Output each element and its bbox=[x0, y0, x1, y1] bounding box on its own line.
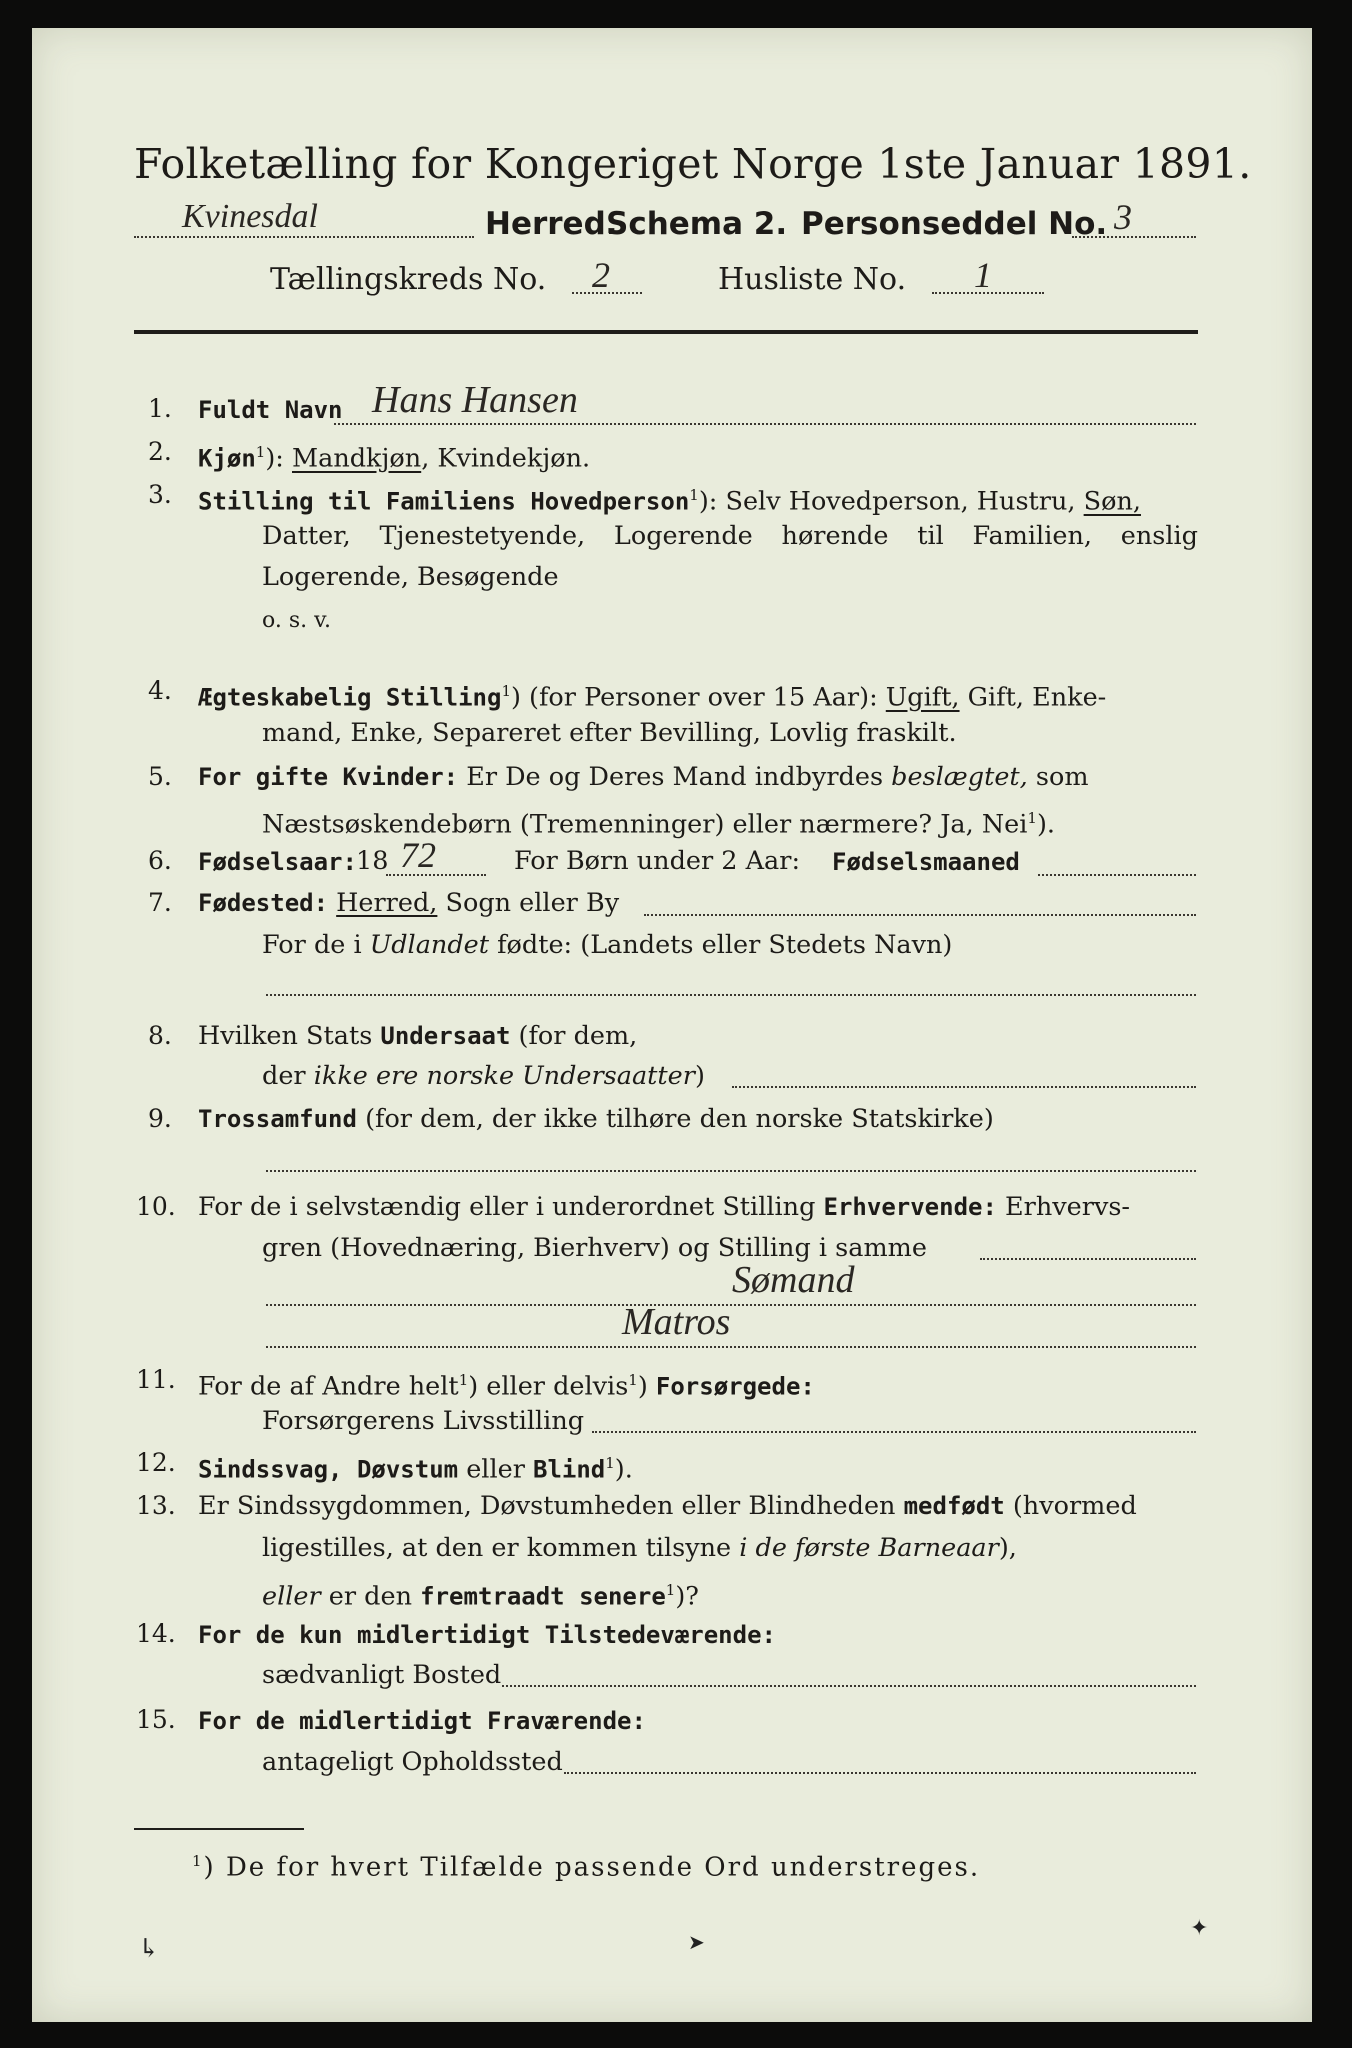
husliste-label: Husliste No. bbox=[718, 262, 907, 297]
q12-number: 12. bbox=[136, 1448, 176, 1477]
q5-line1-end: som bbox=[1035, 762, 1089, 792]
footnote-rule bbox=[134, 1828, 304, 1830]
q7-line1 bbox=[198, 888, 619, 918]
personseddel-label: Personseddel No. bbox=[801, 206, 1108, 242]
q1-dotted-line bbox=[334, 423, 1196, 425]
q3-line3: Logerende, Besøgende bbox=[262, 562, 559, 592]
q7-line2-a: For de i bbox=[262, 930, 362, 960]
q13-line3 bbox=[262, 1575, 699, 1612]
q11-label: Forsørgede: bbox=[655, 1372, 815, 1401]
q13-line2-a: ligestilles, at den er kommen tilsyne bbox=[262, 1533, 732, 1563]
q8-line2-b: ) bbox=[694, 1061, 705, 1091]
q8-line1-b: (for dem, bbox=[518, 1021, 638, 1051]
q10-answer1-dotted-line bbox=[266, 1304, 1196, 1306]
q11-sup-b: 1 bbox=[628, 1371, 638, 1389]
q11-sup-a: 1 bbox=[458, 1371, 469, 1389]
q3-line4: o. s. v. bbox=[262, 608, 331, 633]
husliste-value: 1 bbox=[974, 255, 992, 295]
margin-mark-right: ✦ bbox=[1190, 1916, 1209, 1941]
herred-value: Kvinesdal bbox=[182, 198, 318, 235]
taellingskreds-value: 2 bbox=[592, 255, 610, 295]
q13-line2-italic: i de første Barneaar bbox=[739, 1533, 999, 1563]
q1-number: 1. bbox=[148, 394, 172, 423]
q8-label: Undersaat bbox=[380, 1022, 511, 1050]
q15-line2: antageligt Opholdssted bbox=[262, 1747, 563, 1777]
q5-sup: 1 bbox=[1027, 809, 1037, 827]
q3-line2: Datter, Tjenestetyende, Logerende hørende til Familien, enslig bbox=[262, 521, 1198, 551]
q6-number: 6. bbox=[148, 846, 172, 875]
q13-line1-b: (hvormed bbox=[1012, 1491, 1137, 1521]
q6-year-prefix: 18 bbox=[356, 846, 389, 876]
q7-line2-b: fødte: (Landets eller Stedets Navn) bbox=[497, 930, 953, 960]
header-rule bbox=[134, 330, 1198, 334]
q15-label: For de midlertidigt Fraværende: bbox=[198, 1707, 646, 1735]
q2-option-rest: , Kvindekjøn. bbox=[421, 443, 591, 474]
q9-dotted-line bbox=[266, 1170, 1196, 1172]
q5-number: 5. bbox=[148, 762, 172, 791]
q10-line2: gren (Hovednæring, Bierhverv) og Stilling i samme bbox=[262, 1233, 927, 1263]
q4-label: Ægteskabelig Stilling bbox=[198, 683, 502, 712]
q13-label2: fremtraadt senere bbox=[420, 1582, 666, 1611]
q10-answer1: Sømand bbox=[732, 1259, 855, 1301]
q8-line2 bbox=[262, 1061, 705, 1091]
q12-mid: eller bbox=[466, 1454, 525, 1485]
q5-line2 bbox=[262, 803, 1055, 840]
q3-number: 3. bbox=[148, 480, 172, 509]
q9-line1 bbox=[198, 1104, 1198, 1134]
personseddel-value: 3 bbox=[1114, 197, 1132, 237]
q7-rest: Sogn eller By bbox=[445, 888, 620, 918]
q14-dotted-line bbox=[502, 1685, 1196, 1687]
q7-option-selected: Herred, bbox=[336, 888, 438, 918]
q4-line2: mand, Enke, Separeret efter Bevilling, Lovlig fraskilt. bbox=[262, 718, 957, 748]
q4-sup: 1 bbox=[501, 682, 511, 700]
q4-number: 4. bbox=[148, 676, 172, 705]
q4-option-selected: Ugift, bbox=[885, 682, 960, 713]
schema-label: Schema 2. bbox=[606, 206, 788, 242]
q4-line1-mid: ) (for Personer over 15 Aar): bbox=[510, 682, 878, 713]
q11-line2: Forsørgerens Livsstilling bbox=[262, 1406, 585, 1436]
q5-line1-mid: Er De og Deres Mand indbyrdes bbox=[466, 762, 884, 792]
margin-mark-middle: ➤ bbox=[688, 1930, 705, 1954]
q11-dotted-line bbox=[592, 1431, 1196, 1433]
q13-line2-b: ), bbox=[998, 1533, 1017, 1563]
personseddel-dotted-line bbox=[1072, 236, 1196, 238]
q13-line3-italic: eller bbox=[262, 1581, 321, 1612]
q11-line1-c: ) bbox=[637, 1371, 648, 1402]
q1-label: Fuldt Navn bbox=[198, 396, 343, 424]
q13-line3-b: )? bbox=[675, 1581, 699, 1612]
q7-line2 bbox=[262, 930, 952, 960]
q8-line2-italic: ikke ere norske Undersaatter bbox=[313, 1061, 695, 1091]
q3-line2-wrap bbox=[262, 521, 1198, 551]
q8-line1 bbox=[198, 1021, 637, 1051]
q14-number: 14. bbox=[136, 1619, 176, 1648]
q5-line2-text: Næstsøskendebørn (Tremenninger) eller nærmere? Ja, Nei bbox=[262, 809, 1028, 840]
q10-line1 bbox=[198, 1192, 1198, 1222]
q11-line1-b: ) eller delvis bbox=[468, 1371, 629, 1402]
q7-label: Fødested: bbox=[198, 889, 329, 917]
q8-number: 8. bbox=[148, 1021, 172, 1050]
footnote-text: ) De for hvert Tilfælde passende Ord understreges. bbox=[203, 1852, 981, 1883]
q6-label: Fødselsaar: bbox=[198, 848, 357, 876]
taellingskreds-label: Tællingskreds No. bbox=[270, 262, 547, 297]
q7-answer-dotted-line bbox=[266, 994, 1196, 996]
q13-label: medfødt bbox=[903, 1492, 1005, 1520]
q7-dotted-line bbox=[644, 914, 1196, 916]
q12-sup: 1 bbox=[605, 1454, 615, 1472]
q6-dotted-line bbox=[1038, 874, 1196, 876]
q13-line2 bbox=[262, 1533, 1017, 1563]
q2-sup: 1 bbox=[255, 443, 266, 461]
q10-line2-dotted-line bbox=[980, 1258, 1196, 1260]
q8-line1-a: Hvilken Stats bbox=[198, 1021, 373, 1051]
form-title: Folketælling for Kongeriget Norge 1ste Januar 1891. bbox=[134, 140, 1252, 188]
q10-line1-b: Erhvervs- bbox=[1005, 1192, 1131, 1222]
q15-number: 15. bbox=[136, 1705, 176, 1734]
q11-line1-a: For de af Andre helt bbox=[198, 1371, 459, 1402]
q2-number: 2. bbox=[148, 437, 172, 466]
q8-dotted-line bbox=[732, 1086, 1196, 1088]
q3-line1 bbox=[198, 480, 1198, 517]
q11-number: 11. bbox=[136, 1365, 176, 1394]
q10-number: 10. bbox=[136, 1192, 176, 1221]
q3-option-selected: Søn, bbox=[1083, 486, 1141, 517]
footnote bbox=[192, 1852, 980, 1883]
q12-end: ). bbox=[614, 1454, 633, 1485]
q6-label2: Fødselsmaaned bbox=[832, 848, 1020, 876]
q11-line1 bbox=[198, 1365, 815, 1402]
q2-line bbox=[198, 437, 590, 474]
q9-rest: (for dem, der ikke tilhøre den norske Statskirke) bbox=[365, 1104, 994, 1134]
q6-mid: For Børn under 2 Aar: bbox=[514, 846, 801, 876]
q3-sup: 1 bbox=[689, 486, 699, 504]
q4-line1-end: Gift, Enke- bbox=[967, 682, 1107, 713]
q2-colon: ): bbox=[265, 443, 284, 474]
q2-label: Kjøn bbox=[198, 444, 256, 473]
margin-mark-left: ↳ bbox=[138, 1934, 160, 1964]
q4-line1 bbox=[198, 676, 1198, 713]
q7-line2-italic: Udlandet bbox=[369, 930, 489, 960]
q13-number: 13. bbox=[136, 1491, 176, 1520]
q9-label: Trossamfund bbox=[198, 1105, 357, 1133]
census-form-sheet bbox=[32, 28, 1312, 2022]
q14-label: For de kun midlertidigt Tilstedeværende: bbox=[198, 1621, 776, 1649]
q12-label2: Blind bbox=[533, 1455, 606, 1484]
herred-label: Herred. bbox=[485, 206, 618, 242]
q9-number: 9. bbox=[148, 1104, 172, 1133]
q13-line3-a: er den bbox=[328, 1581, 413, 1612]
q10-answer2: Matros bbox=[622, 1301, 731, 1343]
q10-label: Erhvervende: bbox=[823, 1193, 997, 1221]
q3-label: Stilling til Familiens Hovedperson bbox=[198, 487, 690, 516]
q5-label: For gifte Kvinder: bbox=[198, 763, 459, 791]
q5-line2-end: ). bbox=[1036, 809, 1056, 840]
q5-line1 bbox=[198, 762, 1198, 792]
q1-answer: Hans Hansen bbox=[372, 379, 578, 421]
q8-line2-a: der bbox=[262, 1061, 306, 1091]
q15-dotted-line bbox=[564, 1772, 1196, 1774]
q10-answer2-dotted-line bbox=[266, 1346, 1196, 1348]
q13-line1-a: Er Sindssygdommen, Døvstumheden eller Blindheden bbox=[198, 1491, 896, 1521]
q12-label1: Sindssvag, Døvstum bbox=[198, 1455, 459, 1484]
q13-sup: 1 bbox=[665, 1581, 676, 1599]
q12-line1 bbox=[198, 1448, 633, 1485]
q13-line1 bbox=[198, 1491, 1198, 1521]
q6-year-value: 72 bbox=[400, 835, 436, 875]
footnote-sup: 1 bbox=[192, 1852, 204, 1870]
herred-dotted-line bbox=[134, 236, 474, 238]
q3-line1-rest: ): Selv Hovedperson, Hustru, bbox=[698, 486, 1076, 517]
q14-line2: sædvanligt Bosted bbox=[262, 1660, 502, 1690]
q5-italic: beslægtet, bbox=[891, 762, 1028, 792]
q10-line1-a: For de i selvstændig eller i underordnet Stilling bbox=[198, 1192, 816, 1222]
q7-number: 7. bbox=[148, 888, 172, 917]
q2-option-selected: Mandkjøn bbox=[292, 443, 422, 474]
